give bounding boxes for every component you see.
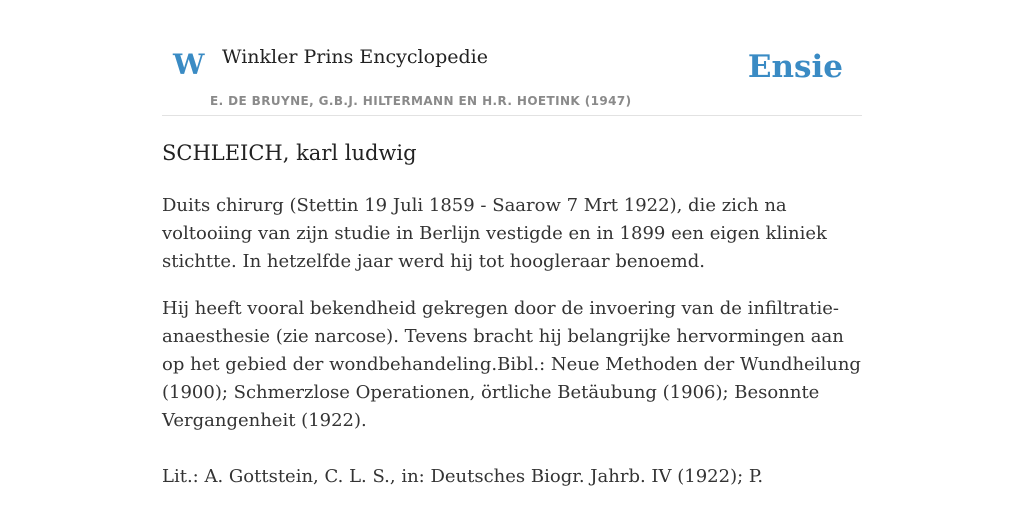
entry-paragraph: Duits chirurg (Stettin 19 Juli 1859 - Saarow 7 Mrt 1922), die zich na voltooiing van zijn studie in Berlijn vestigde en in 1899 een eigen kliniek stichtte. In hetzelfde jaar werd hij tot hoogleraar benoemd. — [162, 195, 827, 272]
book-title-link[interactable]: Winkler Prins Encyclopedie — [222, 46, 488, 68]
page — [162, 0, 862, 512]
book-header — [162, 0, 862, 116]
book-authors: E. DE BRUYNE, G.B.J. HILTERMANN EN H.R. HOETINK (1947) — [210, 94, 632, 108]
ensie-logo[interactable]: Ensie — [747, 49, 843, 85]
entry-paragraph: Hij heeft vooral bekendheid gekregen door de invoering van de infiltratie-anaesthesie (zie narcose). Tevens bracht hij belangrijke hervormingen aan op het gebied der wondbehandeling.Bibl.: Neue Methoden der Wundheilung (1900); Schmerzlose Operationen, örtliche Betäubung (1906); Besonnte Vergangenheit (1922). — [162, 298, 861, 431]
entry-title: SCHLEICH, karl ludwig — [162, 141, 417, 165]
winkler-prins-logo[interactable]: W — [173, 48, 205, 81]
entry-literature: Lit.: A. Gottstein, C. L. S., in: Deutsches Biogr. Jahrb. IV (1922); P. — [162, 466, 764, 487]
